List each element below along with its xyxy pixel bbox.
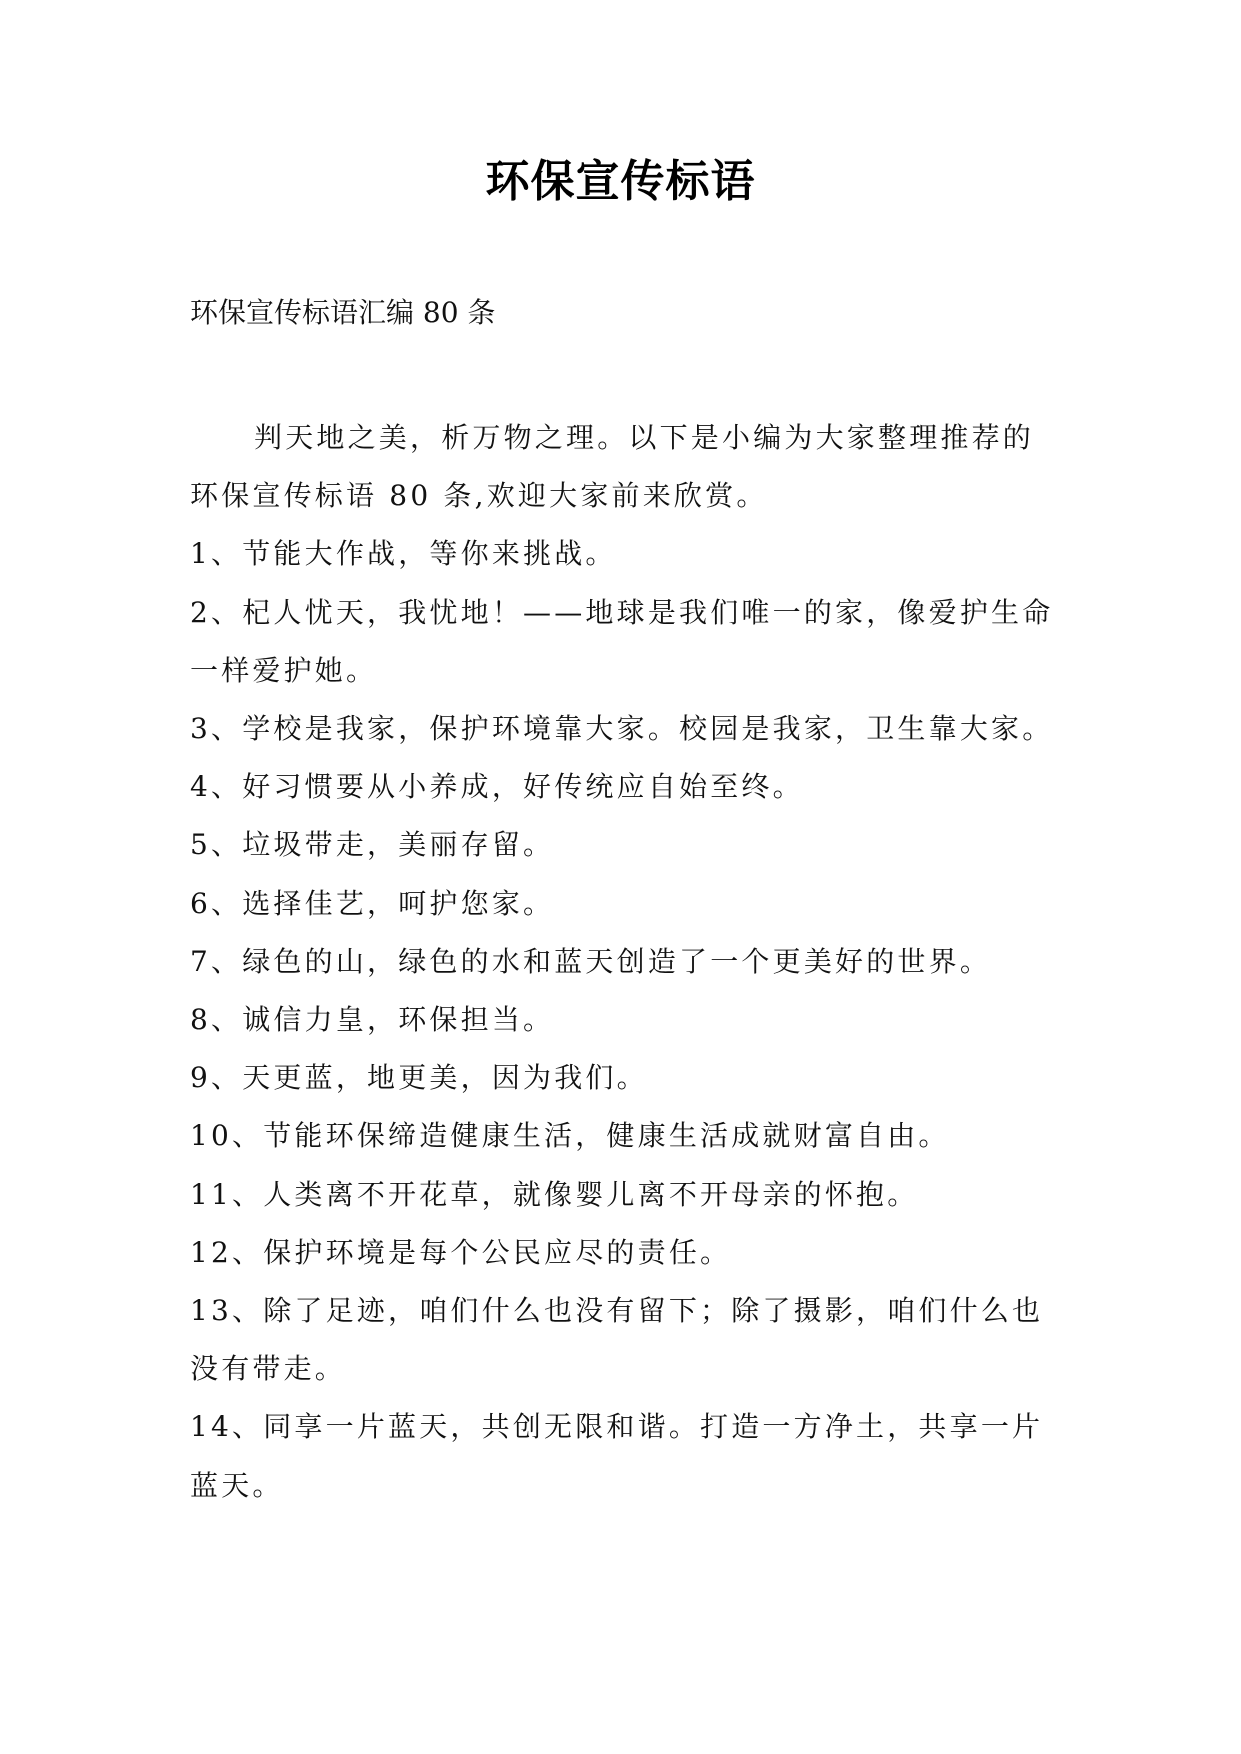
document-subtitle: 环保宣传标语汇编 80 条 <box>190 296 496 329</box>
document-title: 环保宣传标语 <box>485 156 756 207</box>
intro-paragraph: 判天地之美，析万物之理。以下是小编为大家整理推荐的环保宣传标语 80 条,欢迎大家前来欣赏。 <box>190 421 1035 513</box>
slogan-item: 11、人类离不开花草，就像婴儿离不开母亲的怀抱。 <box>190 1177 919 1211</box>
slogan-item: 12、保护环境是每个公民应尽的责任。 <box>190 1235 732 1269</box>
document-body <box>190 409 1056 1515</box>
slogan-item: 9、天更蓝，地更美，因为我们。 <box>190 1061 648 1095</box>
slogan-item: 5、垃圾带走，美丽存留。 <box>190 828 555 862</box>
slogan-item: 1、节能大作战，等你来挑战。 <box>190 537 617 571</box>
slogan-item: 2、杞人忧天，我忧地！——地球是我们唯一的家，像爱护生命一样爱护她。 <box>190 595 1054 687</box>
slogan-item: 13、除了足迹，咱们什么也没有留下；除了摄影，咱们什么也没有带走。 <box>190 1294 1044 1386</box>
slogan-item: 4、好习惯要从小养成，好传统应自始至终。 <box>190 770 804 804</box>
slogan-item: 14、同享一片蓝天，共创无限和谐。打造一方净土，共享一片蓝天。 <box>190 1410 1044 1502</box>
slogan-item: 10、节能环保缔造健康生活，健康生活成就财富自由。 <box>190 1119 950 1153</box>
slogan-item: 6、选择佳艺，呵护您家。 <box>190 886 555 920</box>
slogan-item: 3、学校是我家，保护环境靠大家。校园是我家，卫生靠大家。 <box>190 712 1054 746</box>
slogan-item: 7、绿色的山，绿色的水和蓝天创造了一个更美好的世界。 <box>190 944 992 978</box>
slogan-item: 8、诚信力皇，环保担当。 <box>190 1003 555 1037</box>
